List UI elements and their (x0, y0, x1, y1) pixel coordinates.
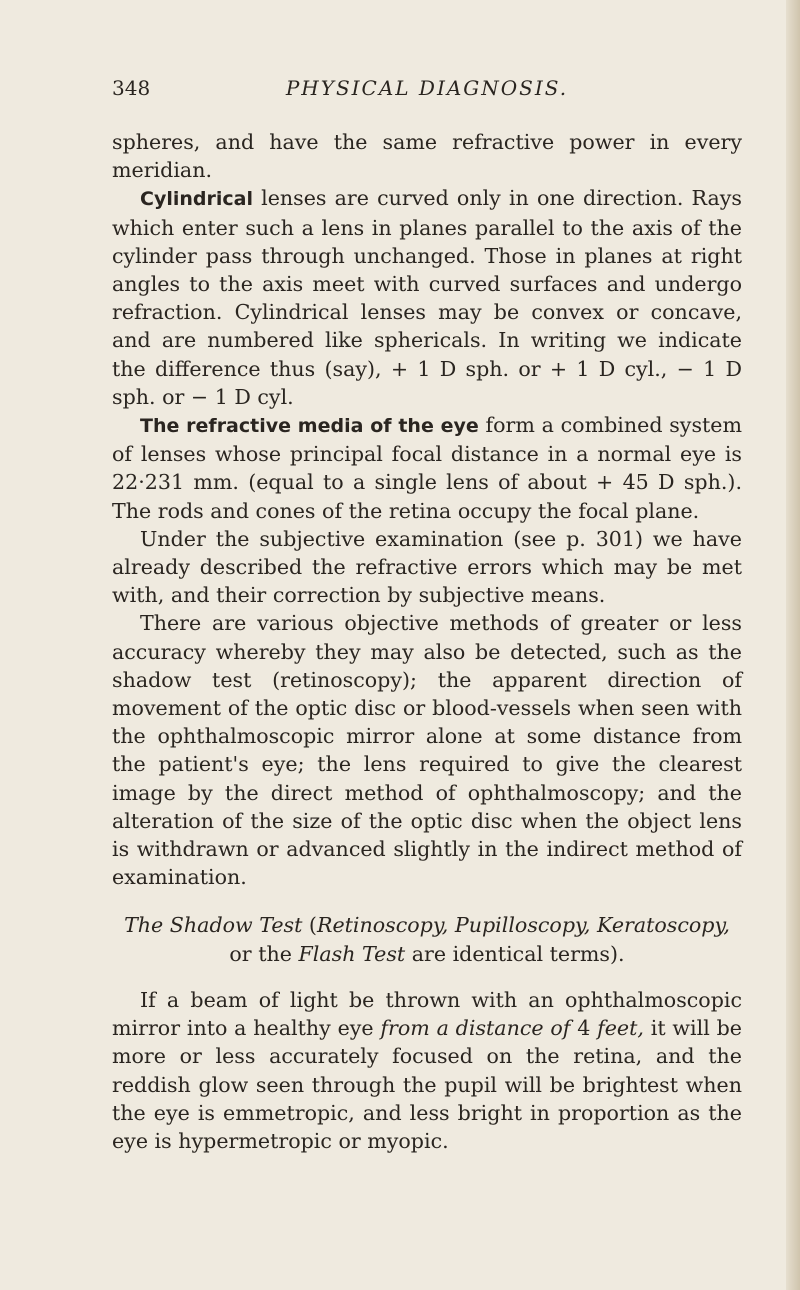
paragraph-text: 4 (570, 1016, 598, 1041)
heading-line2-a: or the (229, 941, 299, 966)
heading-line2-b: are identical terms). (405, 941, 625, 966)
paragraph-beam-of-light (112, 986, 742, 1155)
paragraph-cylindrical (112, 184, 742, 411)
paragraph-text: form a combined system of lenses whose principal focal distance in a normal eye is 22·231 mm. (equal to a single lens of about + 45 D sph.). The rods and cones of the retina occupy the focal plane. (112, 413, 742, 523)
running-head: PHYSICAL DIAGNOSIS. (285, 76, 569, 100)
paragraph-text: If a beam of light be thrown with an ophthalmoscopic mirror into a healthy eye (112, 987, 742, 1041)
paragraph-subjective: Under the subjective examination (see p. 301) we have already described the refractive errors which may be met with, and their correction by subjective means. (112, 526, 742, 608)
heading-terms: Retinoscopy, Pupilloscopy, Keratoscopy, (316, 913, 730, 938)
paragraph-spheres: spheres, and have the same refractive power in every meridian. (112, 130, 742, 183)
body-text (112, 128, 742, 1155)
paragraph-text: lenses are curved only in one direction. Rays which enter such a lens in planes parallel to the axis of the cylinder pass through unchanged. Those in planes at right angles to the axis meet with curved surfaces and undergo refraction. Cylindrical lenses may be convex or concave, and are numbered like sphericals. In writing we indicate the difference thus (say), + 1 D sph. or + 1 D cyl., − 1 D sph. or − 1 D cyl. (112, 186, 742, 409)
page-edge (786, 0, 800, 1290)
paragraph-lead: The refractive media of the eye (140, 415, 479, 438)
paragraph-refractive-media (112, 411, 742, 525)
page-number: 348 (112, 76, 151, 100)
paragraph-objective-methods: There are various objective methods of greater or less accuracy whereby they may also be detected, such as the shadow test (retinoscopy); the apparent direction of movement of the optic disc or blood-vessels when seen with the ophthalmoscopic mirror alone at some distance from the patient's eye; the lens required to give the clearest image by the direct method of ophthalmoscopy; and the alteration of the size of the optic disc when the object lens is withdrawn or advanced slightly in the indirect method of examination. (112, 611, 742, 890)
page-header (112, 76, 742, 106)
heading-line2 (112, 940, 742, 968)
emphasis: from a distance of (380, 1016, 571, 1041)
heading-title: The Shadow Test (124, 913, 303, 938)
heading-flash-test: Flash Test (298, 941, 406, 966)
paragraph-text: it will be more or less accurately focused on the retina, and the reddish glow seen through the pupil will be brightest when the eye is emmetropic, and less bright in proportion as the eye is hypermetropic or myopic. (112, 1016, 742, 1153)
heading-paren: ( (302, 913, 317, 938)
emphasis: feet, (597, 1016, 644, 1041)
paragraph-lead: Cylindrical (140, 188, 253, 211)
section-heading (112, 911, 742, 967)
